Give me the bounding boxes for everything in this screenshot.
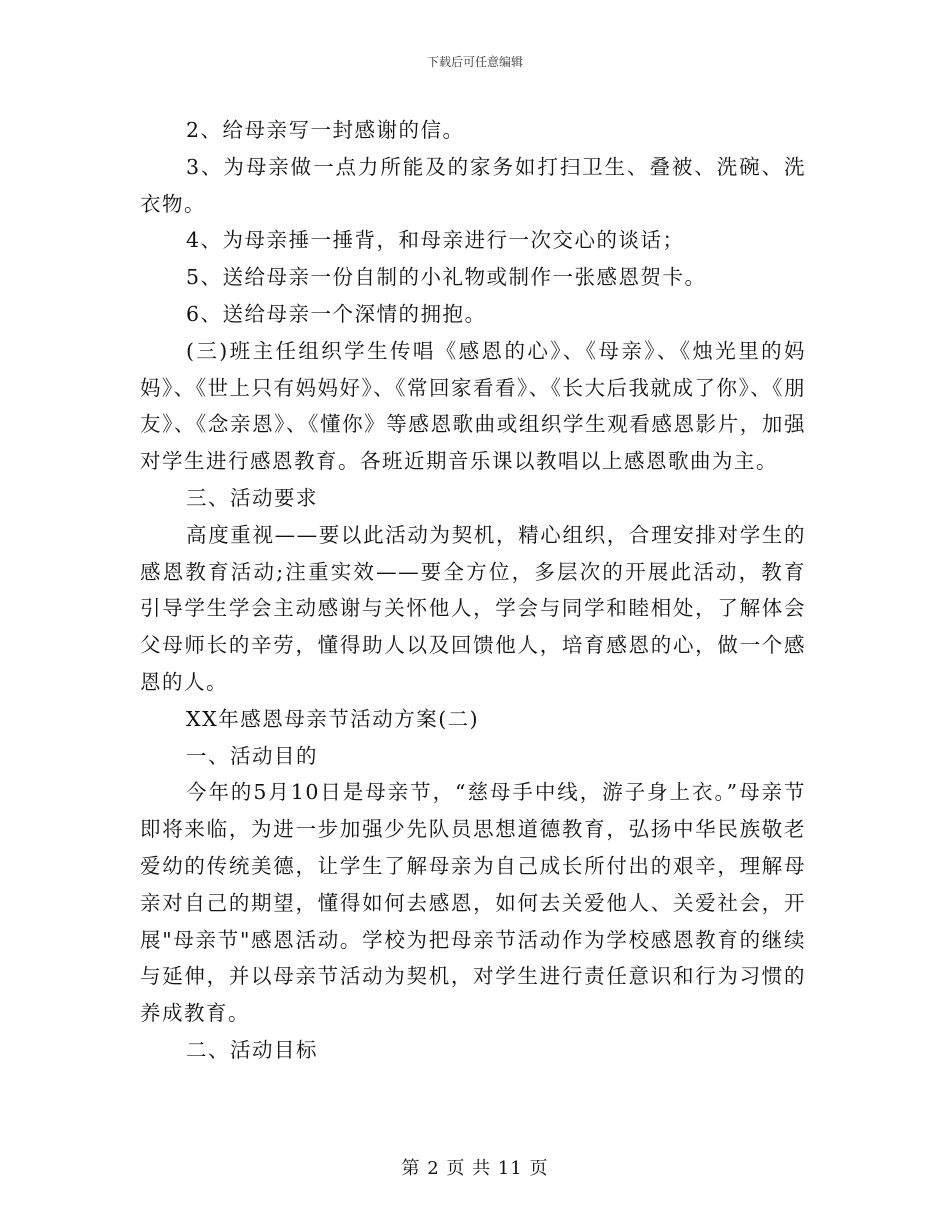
header-note: 下载后可任意编辑 — [426, 55, 523, 69]
section-heading-goals: 二、活动目标 — [186, 1037, 318, 1062]
page-number-footer: 第 2 页 共 11 页 — [401, 1158, 549, 1179]
paragraph-item-3: 3、为母亲做一点力所能及的家务如打扫卫生、叠被、洗碗、洗衣物。 — [140, 154, 806, 216]
paragraph-songs: (三)班主任组织学生传唱《感恩的心》、《母亲》、《烛光里的妈妈》、《世上只有妈妈好》、《常回家看看》、《长大后我就成了你》、《朋友》、《念亲恩》、《懂你》等感恩歌曲或组织学生观看感恩影片，加强对学生进行感恩教育。各班近期音乐课以教唱以上感恩歌曲为主。 — [140, 338, 806, 474]
paragraph-purpose: 今年的5月10日是母亲节，“慈母手中线，游子身上衣。”母亲节即将来临，为进一步加强少先队员思想道德教育，弘扬中华民族敬老爱幼的传统美德，让学生了解母亲为自己成长所付出的艰辛，理解母亲对自己的期望，懂得如何去感恩，如何去关爱他人、关爱社会，开展"母亲节"感恩活动。学校为把母亲节活动作为学校感恩教育的继续与延伸，并以母亲节活动为契机，对学生进行责任意识和行为习惯的养成教育。 — [140, 780, 806, 1026]
paragraph-item-5: 5、送给母亲一份自制的小礼物或制作一张感恩贺卡。 — [186, 265, 707, 290]
paragraph-requirements: 高度重视——要以此活动为契机，精心组织，合理安排对学生的感恩教育活动;注重实效——要全方位，多层次的开展此活动，教育引导学生学会主动感谢与关怀他人，学会与同学和睦相处，了解体会父母师长的辛劳，懂得助人以及回馈他人，培育感恩的心，做一个感恩的人。 — [140, 522, 806, 694]
section-heading-purpose: 一、活动目的 — [186, 743, 318, 768]
document-title-part-two: XX年感恩母亲节活动方案(二) — [186, 706, 480, 731]
paragraph-item-6: 6、送给母亲一个深情的拥抱。 — [186, 301, 487, 326]
section-heading-requirements: 三、活动要求 — [186, 485, 318, 510]
document-body — [140, 112, 806, 1069]
paragraph-item-4: 4、为母亲捶一捶背，和母亲进行一次交心的谈话； — [186, 228, 685, 253]
paragraph-item-2: 2、给母亲写一封感谢的信。 — [186, 118, 465, 142]
